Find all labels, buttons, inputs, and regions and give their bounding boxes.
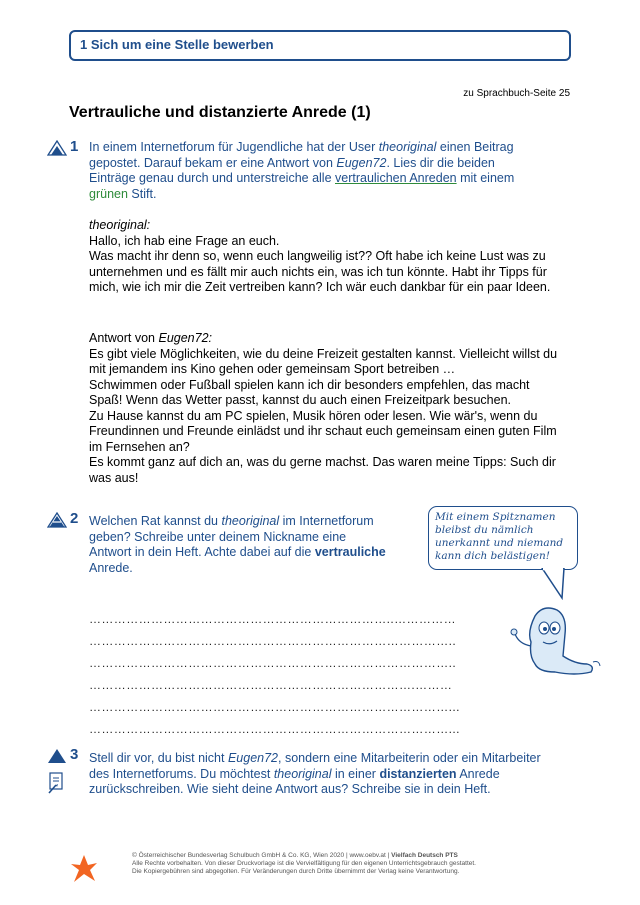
answer-line[interactable]: ……………………………………………………………………………...	[89, 700, 460, 714]
task-1-instruction: In einem Internetforum für Jugendliche hat der User theoriginal einen Beitrag gepostet. Darauf bekam er eine Antwort von Eugen72. Lies dir die beiden Einträge genau durch und unterstreiche alle vertraulichen Anreden mit einem grünen Stift.	[89, 140, 515, 201]
task-3-instruction: Stell dir vor, du bist nicht Eugen72, sondern eine Mitarbeiterin oder ein Mitarbeiter des Internetforums. Du möchtest theoriginal in einer distanzierten Anrede zurückschreiben. Wie sieht deine Antwort aus? Schreibe sie in dein Heft.	[89, 751, 541, 796]
footer: © Österreichischer Bundesverlag Schulbuch GmbH & Co. KG, Wien 2020 | www.oebv.at | Vielfach Deutsch PTS Alle Rechte vorbehalten. Von dieser Druckvorlage ist die Vervielfältigung für den eigenen Unterrichtsgebrauch gestattet. Die Kopiergebühren sind abgegolten. Für Veränderungen durch Dritte übernimmt der Verlag keine Verantwortung.	[132, 852, 476, 875]
reply-label: Antwort von	[89, 331, 159, 345]
task-2-number: 2	[70, 510, 79, 527]
difficulty-pyramid-icon	[47, 748, 67, 764]
task-1-number: 1	[70, 138, 79, 155]
forum-post	[89, 218, 559, 296]
mascot-ghost-icon	[505, 598, 603, 678]
reply-author: Eugen72:	[158, 331, 213, 345]
speech-bubble: Mit einem Spitznamen bleibst du nämlich unerkannt und niemand kann dich belästigen!	[428, 506, 578, 570]
post-text: Hallo, ich hab eine Frage an euch. Was macht ihr denn so, wenn euch langweilig ist?? Oft habe ich keine Lust was zu unternehmen und es fällt mir auch nichts ein, was ich tun könnte. Habt ihr Tipps für mich, wie ich mir die Zeit vertreiben kann? Ich wär euch dankbar für ein paar Ideen.	[89, 233, 551, 294]
reference-note: zu Sprachbuch-Seite 25	[463, 88, 570, 99]
difficulty-pyramid-icon	[47, 512, 67, 528]
chapter-title: 1 Sich um eine Stelle bewerben	[80, 37, 274, 52]
post-author: theoriginal:	[89, 218, 151, 232]
publisher-logo-icon	[71, 855, 97, 883]
difficulty-pyramid-icon	[47, 140, 67, 156]
page-title: Vertrauliche und distanzierte Anrede (1)	[69, 104, 371, 121]
answer-line[interactable]: ……………………………………………………………………………..	[89, 656, 457, 670]
task-3-number: 3	[70, 746, 79, 763]
answer-line[interactable]: …………………………………………………………………….………	[89, 678, 453, 692]
forum-reply	[89, 331, 559, 486]
answer-line[interactable]: ……………………………………………………………………………..	[89, 634, 457, 648]
write-in-notebook-icon	[47, 771, 65, 795]
answer-line[interactable]: ………………………………………………………………..……………	[89, 612, 457, 626]
speech-bubble-tail	[540, 568, 570, 600]
answer-line[interactable]: ……………………………………………………………………………...	[89, 722, 460, 736]
reply-text: Es gibt viele Möglichkeiten, wie du deine Freizeit gestalten kannst. Vielleicht willst du mit jemandem ins Kino gehen oder gemeinsam Sport betreiben … Schwimmen oder Fußball spielen kann ich dir besonders empfehlen, das macht Spaß! Wenn das Wetter passt, kannst du auch einen Freizeitpark besuchen. Zu Hause kannst du am PC spielen, Musik hören oder lesen. Wie wär's, wenn du Freundinnen und Freunde einlädst und ihr schaut euch gemeinsam einen guten Film im Fernsehen an? Es kommt ganz auf dich an, was du gerne machst. Das waren meine Tipps: Such dir was aus!	[89, 346, 558, 485]
task-2-instruction: Welchen Rat kannst du theoriginal im Internetforum geben? Schreibe unter deinem Nickname eine Antwort in dein Heft. Achte dabei auf die vertrauliche Anrede.	[89, 514, 386, 575]
